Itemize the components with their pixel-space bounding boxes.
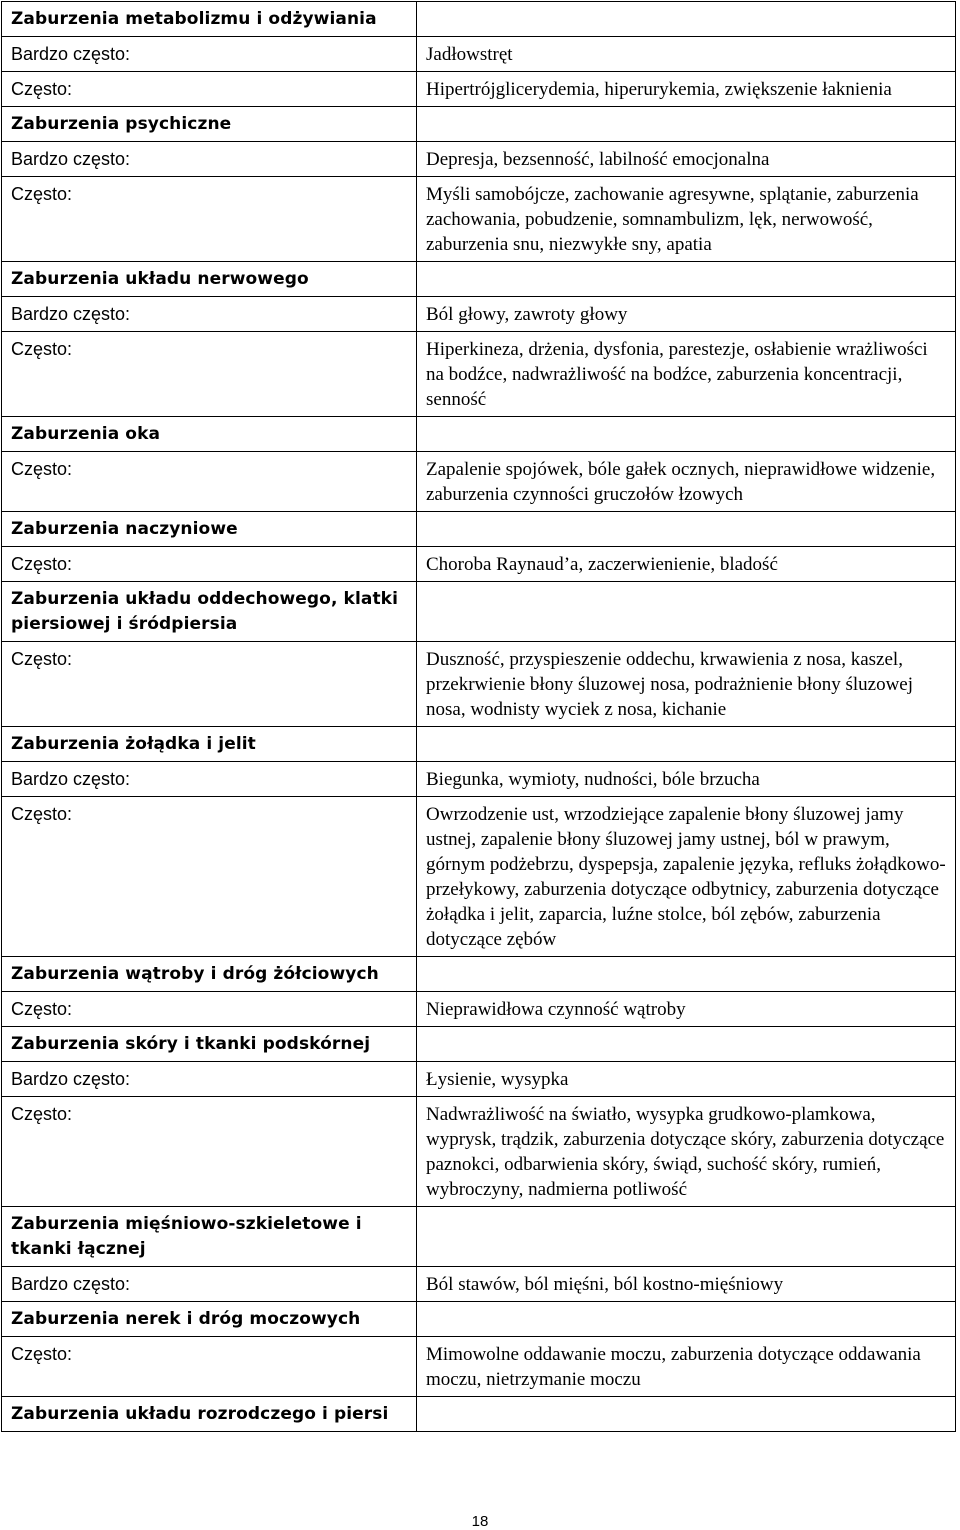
reaction-text: Owrzodzenie ust, wrzodziejące zapalenie błony śluzowej jamy ustnej, zapalenie błony śluzowej jamy ustnej, ból w prawym, górnym podżebrzu, dyspepsja, zapalenie języka, refluks żołądkowo-przełykowy, zaburzenia dotyczące odbytnicy, zaburzenia dotyczące żołądka i jelit, zaparcia, luźne stolce, ból zębów, zaburzenia dotyczące zębów: [417, 797, 956, 957]
frequency-label: Bardzo często:: [2, 297, 417, 332]
adverse-reactions-table: [1, 1, 956, 1432]
reaction-text: Hiperkineza, drżenia, dysfonia, parestezje, osłabienie wrażliwości na bodźce, nadwrażliwość na bodźce, zaburzenia koncentracji, senność: [417, 332, 956, 417]
category-row: [2, 957, 956, 992]
frequency-row: [2, 642, 956, 727]
reaction-text: Duszność, przyspieszenie oddechu, krwawienia z nosa, kaszel, przekrwienie błony śluzowej nosa, podrażnienie błony śluzowej nosa, wodnisty wyciek z nosa, kichanie: [417, 642, 956, 727]
frequency-row: [2, 1097, 956, 1207]
category-row: [2, 1027, 956, 1062]
frequency-label: Często:: [2, 452, 417, 512]
reaction-text: [417, 582, 956, 642]
category-label: Zaburzenia naczyniowe: [2, 512, 417, 547]
category-row: [2, 2, 956, 37]
frequency-row: [2, 762, 956, 797]
frequency-label: Często:: [2, 1097, 417, 1207]
reaction-text: Biegunka, wymioty, nudności, bóle brzucha: [417, 762, 956, 797]
reaction-text: Hipertrójglicerydemia, hiperurykemia, zwiększenie łaknienia: [417, 72, 956, 107]
frequency-row: [2, 1337, 956, 1397]
reaction-text: [417, 2, 956, 37]
reaction-text: Mimowolne oddawanie moczu, zaburzenia dotyczące oddawania moczu, nietrzymanie moczu: [417, 1337, 956, 1397]
frequency-row: [2, 797, 956, 957]
reaction-text: [417, 107, 956, 142]
reaction-text: Ból głowy, zawroty głowy: [417, 297, 956, 332]
frequency-row: [2, 452, 956, 512]
frequency-row: [2, 177, 956, 262]
category-label: Zaburzenia układu nerwowego: [2, 262, 417, 297]
frequency-label: Bardzo często:: [2, 762, 417, 797]
frequency-label: Bardzo często:: [2, 1267, 417, 1302]
reaction-text: [417, 957, 956, 992]
frequency-label: Często:: [2, 177, 417, 262]
category-row: [2, 1302, 956, 1337]
reaction-text: [417, 1027, 956, 1062]
category-label: Zaburzenia układu rozrodczego i piersi: [2, 1397, 417, 1432]
reaction-text: [417, 512, 956, 547]
reaction-text: Choroba Raynaud’a, zaczerwienienie, bladość: [417, 547, 956, 582]
category-row: [2, 512, 956, 547]
reaction-text: Nadwrażliwość na światło, wysypka grudkowo-plamkowa, wyprysk, trądzik, zaburzenia dotyczące skóry, zaburzenia dotyczące paznokci, odbarwienia skóry, świąd, suchość skóry, rumień, wybroczyny, nadmierna potliwość: [417, 1097, 956, 1207]
category-label: Zaburzenia oka: [2, 417, 417, 452]
category-row: [2, 417, 956, 452]
reaction-text: [417, 1397, 956, 1432]
frequency-label: Bardzo często:: [2, 142, 417, 177]
reaction-text: [417, 1207, 956, 1267]
frequency-row: [2, 142, 956, 177]
page-number: 18: [471, 1513, 489, 1530]
frequency-label: Często:: [2, 797, 417, 957]
frequency-label: Bardzo często:: [2, 1062, 417, 1097]
reaction-text: Jadłowstręt: [417, 37, 956, 72]
reaction-text: Nieprawidłowa czynność wątroby: [417, 992, 956, 1027]
category-label: Zaburzenia metabolizmu i odżywiania: [2, 2, 417, 37]
category-row: [2, 582, 956, 642]
category-label: Zaburzenia wątroby i dróg żółciowych: [2, 957, 417, 992]
category-label: Zaburzenia nerek i dróg moczowych: [2, 1302, 417, 1337]
category-label: Zaburzenia żołądka i jelit: [2, 727, 417, 762]
frequency-label: Często:: [2, 1337, 417, 1397]
category-label: Zaburzenia skóry i tkanki podskórnej: [2, 1027, 417, 1062]
category-label: Zaburzenia mięśniowo-szkieletowe i tkanki łącznej: [2, 1207, 417, 1267]
frequency-row: [2, 72, 956, 107]
frequency-row: [2, 1062, 956, 1097]
category-row: [2, 727, 956, 762]
reaction-text: Depresja, bezsenność, labilność emocjonalna: [417, 142, 956, 177]
frequency-label: Często:: [2, 547, 417, 582]
category-label: Zaburzenia psychiczne: [2, 107, 417, 142]
category-row: [2, 262, 956, 297]
reaction-text: Zapalenie spojówek, bóle gałek ocznych, nieprawidłowe widzenie, zaburzenia czynności gruczołów łzowych: [417, 452, 956, 512]
table-body: [2, 2, 956, 1432]
frequency-label: Bardzo często:: [2, 37, 417, 72]
reaction-text: [417, 262, 956, 297]
category-label: Zaburzenia układu oddechowego, klatki piersiowej i śródpiersia: [2, 582, 417, 642]
frequency-label: Często:: [2, 332, 417, 417]
reaction-text: [417, 727, 956, 762]
reaction-text: [417, 1302, 956, 1337]
frequency-row: [2, 992, 956, 1027]
category-row: [2, 1397, 956, 1432]
frequency-row: [2, 1267, 956, 1302]
reaction-text: Ból stawów, ból mięśni, ból kostno-mięśniowy: [417, 1267, 956, 1302]
reaction-text: Myśli samobójcze, zachowanie agresywne, splątanie, zaburzenia zachowania, pobudzenie, somnambulizm, lęk, nerwowość, zaburzenia snu, niezwykłe sny, apatia: [417, 177, 956, 262]
frequency-row: [2, 37, 956, 72]
frequency-label: Często:: [2, 992, 417, 1027]
reaction-text: [417, 417, 956, 452]
category-row: [2, 1207, 956, 1267]
frequency-row: [2, 297, 956, 332]
frequency-row: [2, 332, 956, 417]
frequency-row: [2, 547, 956, 582]
frequency-label: Często:: [2, 642, 417, 727]
reaction-text: Łysienie, wysypka: [417, 1062, 956, 1097]
category-row: [2, 107, 956, 142]
frequency-label: Często:: [2, 72, 417, 107]
